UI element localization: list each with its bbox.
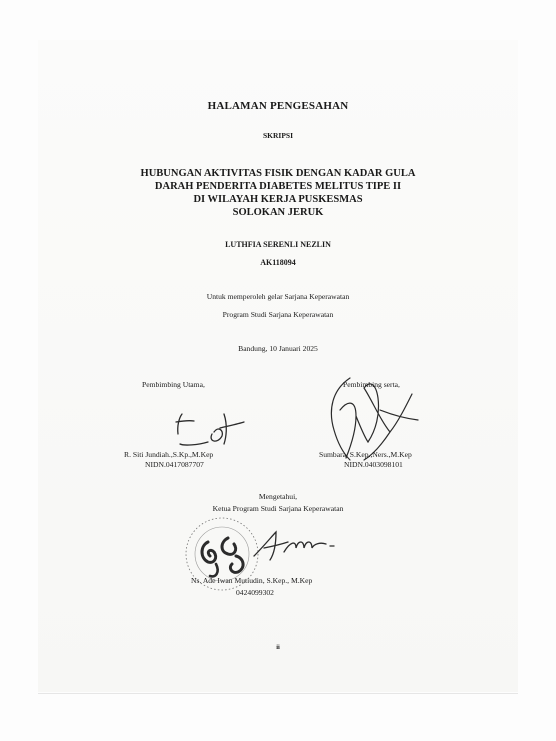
primary-signature bbox=[168, 404, 258, 452]
author-id: AK118094 bbox=[260, 258, 296, 267]
author-name: LUTHFIA SERENLI NEZLIN bbox=[225, 240, 331, 249]
title-line-1: HUBUNGAN AKTIVITAS FISIK DENGAN KADAR GULA bbox=[140, 168, 416, 179]
approver-id: 0424099302 bbox=[236, 588, 274, 597]
approval-role: Ketua Program Studi Sarjana Keperawatan bbox=[212, 504, 344, 513]
approver-name: Ns. Ade Iwan Mutiudin, S.Kep., M.Kep bbox=[191, 576, 313, 585]
page-heading: HALAMAN PENGESAHAN bbox=[207, 100, 349, 112]
page-number: ii bbox=[276, 644, 280, 651]
footer-divider bbox=[38, 693, 518, 694]
secondary-supervisor-label: Pembimbing serta, bbox=[343, 380, 400, 389]
title-line-4: SOLOKAN JERUK bbox=[232, 207, 324, 218]
program-line: Program Studi Sarjana Keperawatan bbox=[222, 310, 334, 319]
purpose-line: Untuk memperoleh gelar Sarjana Keperawatan bbox=[206, 292, 350, 301]
primary-supervisor-label: Pembimbing Utama, bbox=[142, 380, 205, 389]
approver-signature bbox=[250, 526, 340, 566]
title-line-2: DARAH PENDERITA DIABETES MELITUS TIPE II bbox=[154, 181, 402, 192]
primary-supervisor-name: R. Siti Jundiah.,S.Kp.,M.Kep bbox=[124, 450, 214, 459]
approval-label: Mengetahui, bbox=[258, 492, 298, 501]
place-date: Bandung, 10 Januari 2025 bbox=[238, 344, 318, 353]
primary-supervisor-id: NIDN.0417087707 bbox=[145, 460, 204, 469]
secondary-supervisor-name: Sumbara, S.Kep.,Ners.,M.Kep bbox=[319, 450, 412, 459]
document-type: SKRIPSI bbox=[262, 131, 293, 140]
title-line-3: DI WILAYAH KERJA PUSKESMAS bbox=[193, 194, 363, 205]
secondary-supervisor-id: NIDN.0403098101 bbox=[344, 460, 403, 469]
